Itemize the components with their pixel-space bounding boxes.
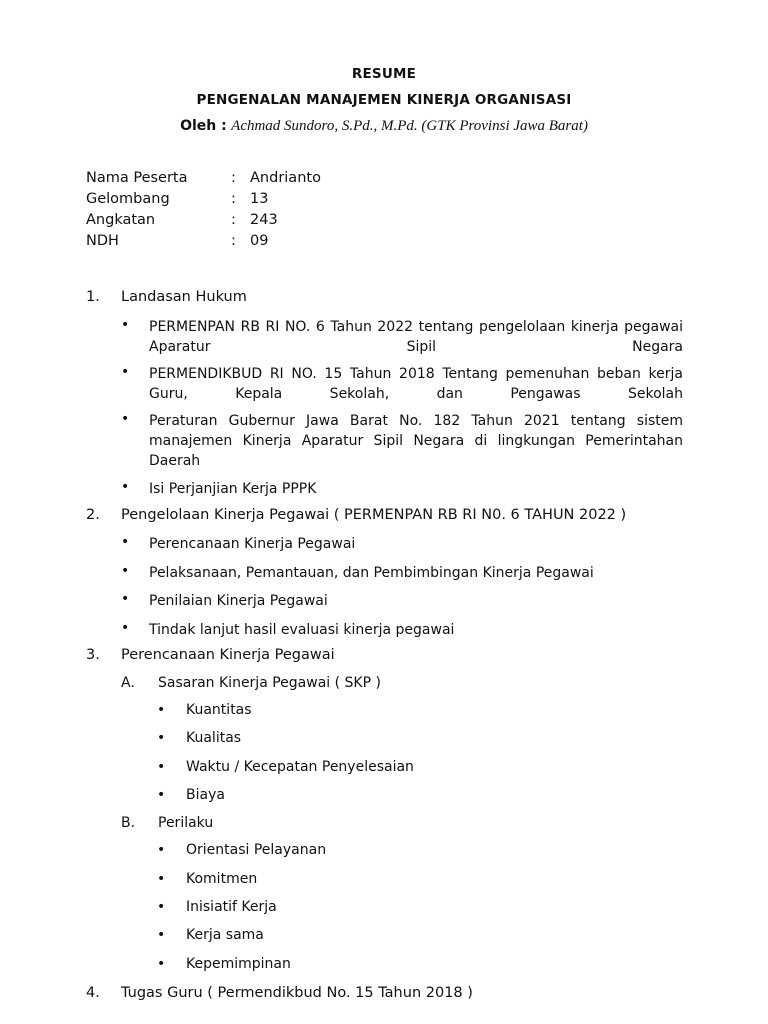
section-number: 3. (86, 647, 100, 663)
participant-value: 09 (250, 233, 269, 249)
subsection-label: B. (121, 815, 136, 831)
list-item-text: Komitmen (186, 871, 258, 887)
section-number: 4. (86, 985, 100, 1001)
bullet-icon: • (157, 702, 166, 718)
list-item-text: Orientasi Pelayanan (186, 842, 327, 858)
list-item-text: Kerja sama (186, 927, 264, 943)
participant-value: 243 (250, 212, 278, 228)
list-item-text: Isi Perjanjian Kerja PPPK (149, 481, 317, 497)
section-number: 1. (86, 289, 100, 305)
list-item-text: Pelaksanaan, Pemantauan, dan Pembimbingan Kinerja Pegawai (149, 565, 594, 581)
section-number: 2. (86, 507, 100, 523)
participant-sep: : (231, 212, 236, 228)
participant-key: Angkatan (86, 212, 156, 228)
section-title: Perencanaan Kinerja Pegawai (121, 647, 335, 663)
bullet-icon: • (157, 927, 166, 943)
list-item-text: Biaya (186, 787, 225, 803)
bullet-icon: • (157, 759, 166, 775)
doc-title: RESUME (351, 66, 417, 82)
bullet-icon: • (157, 871, 166, 887)
list-item-text: Waktu / Kecepatan Penyelesaian (186, 759, 414, 775)
participant-value: Andrianto (250, 170, 321, 186)
section-title: Pengelolaan Kinerja Pegawai ( PERMENPAN RB RI N0. 6 TAHUN 2022 ) (121, 507, 627, 523)
bullet-icon: • (157, 787, 166, 803)
list-item-text: PERMENPAN RB RI NO. 6 Tahun 2022 tentang pengelolaan kinerja pegawai Aparatur Sipil Negara (149, 319, 683, 355)
bullet-icon: • (121, 317, 130, 333)
bullet-icon: • (121, 563, 130, 579)
subsection-title: Perilaku (158, 815, 214, 831)
list-item-text: Peraturan Gubernur Jawa Barat No. 182 Tahun 2021 tentang sistem manajemen Kinerja Aparatur Sipil Negara di lingkungan Pemerintahan Daerah (149, 413, 683, 469)
bullet-icon: • (121, 620, 130, 636)
list-item-text: Kualitas (186, 730, 242, 746)
bullet-icon: • (157, 730, 166, 746)
participant-key: NDH (86, 233, 119, 249)
list-item-text: PERMENDIKBUD RI NO. 15 Tahun 2018 Tentang pemenuhan beban kerja Guru, Kepala Sekolah, dan Pengawas Sekolah (149, 366, 683, 402)
list-item-text: Penilaian Kinerja Pegawai (149, 593, 328, 609)
participant-sep: : (231, 191, 236, 207)
bullet-icon: • (157, 956, 166, 972)
bullet-icon: • (121, 591, 130, 607)
bullet-icon: • (121, 364, 130, 380)
author-line (0, 118, 768, 135)
list-item-text: Perencanaan Kinerja Pegawai (149, 536, 356, 552)
list-item-text: Inisiatif Kerja (186, 899, 277, 915)
list-item-text: Kepemimpinan (186, 956, 291, 972)
bullet-icon: • (157, 842, 166, 858)
participant-key: Nama Peserta (86, 170, 188, 186)
bullet-icon: • (121, 411, 130, 427)
bullet-icon: • (121, 479, 130, 495)
section-title: Landasan Hukum (121, 289, 247, 305)
participant-key: Gelombang (86, 191, 170, 207)
author-label: Oleh : (180, 118, 227, 134)
section-title: Tugas Guru ( Permendikbud No. 15 Tahun 2018 ) (121, 985, 473, 1001)
bullet-icon: • (121, 534, 130, 550)
doc-subtitle: PENGENALAN MANAJEMEN KINERJA ORGANISASI (196, 92, 572, 108)
subsection-title: Sasaran Kinerja Pegawai ( SKP ) (158, 675, 381, 691)
participant-sep: : (231, 233, 236, 249)
list-item-text: Kuantitas (186, 702, 252, 718)
participant-value: 13 (250, 191, 269, 207)
bullet-icon: • (157, 899, 166, 915)
participant-sep: : (231, 170, 236, 186)
author-name: Achmad Sundoro, S.Pd., M.Pd. (GTK Provinsi Jawa Barat) (231, 118, 588, 134)
subsection-label: A. (121, 675, 135, 691)
list-item-text: Tindak lanjut hasil evaluasi kinerja pegawai (149, 622, 455, 638)
